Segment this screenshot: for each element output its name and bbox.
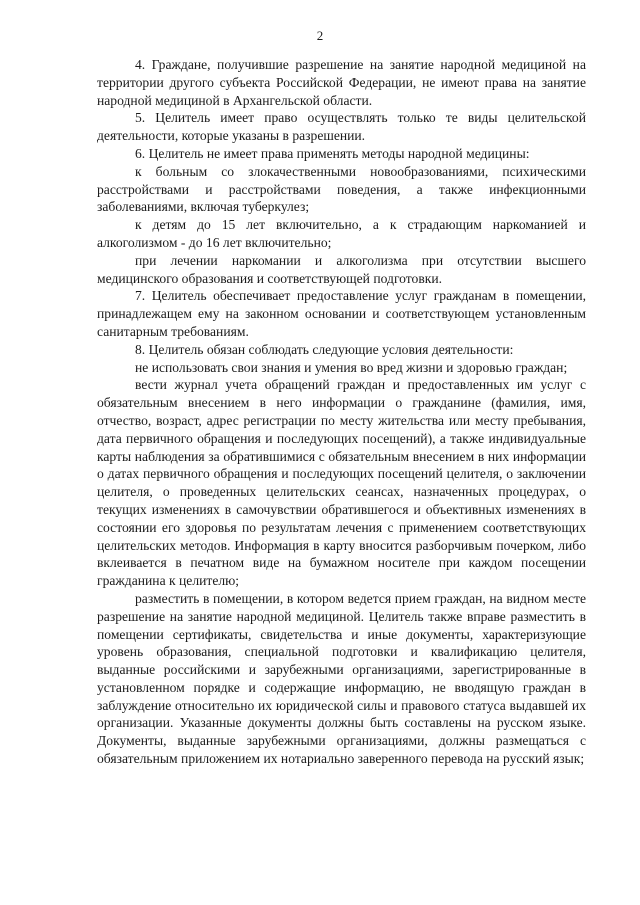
condition-item-journal: вести журнал учета обращений граждан и предоставленных им услуг с обязательным внесением в него информации о гражданине (фамилия, имя, отчество, возраст, адрес регистрации по месту жительства или месту пребывания, дата первичного обращения и последующих посещений), а также индивидуальные карты наблюдения за обратившимися с обязательным внесением в них информации о датах первичного обращения и последующих посещений целителя, о заключении целителя, о проведенных целительских сеансах, назначенных процедурах, о текущих изменениях в самочувствии обратившегося и объективных изменениях в состоянии его здоровья по результатам лечения с применением соответствующих целительских методов. Информация в карту вносится разборчивым почерком, либо вклеивается в печатном виде на бумажном носителе при каждом посещении гражданина к целителю; — [97, 377, 586, 589]
paragraph-5-permitted-activities: 5. Целитель имеет право осуществлять только те виды целительской деятельности, которые указаны в разрешении. — [97, 110, 586, 144]
prohibition-item-addiction: при лечении наркомании и алкоголизма при отсутствии высшего медицинского образования и соответствующей подготовки. — [97, 252, 586, 286]
paragraph-4-foreign-permits: 4. Граждане, получившие разрешение на занятие народной медициной на территории другого субъекта Российской Федерации, не имеют права на занятие народной медициной в Архангельской области. — [97, 57, 586, 108]
page-number: 2 — [316, 28, 324, 43]
paragraph-6-prohibited-methods: 6. Целитель не имеет права применять методы народной медицины: — [135, 145, 530, 161]
document-body — [97, 56, 586, 768]
condition-item-no-harm: не использовать свои знания и умения во вред жизни и здоровью граждан; — [135, 359, 568, 375]
paragraph-8-conditions: 8. Целитель обязан соблюдать следующие условия деятельности: — [135, 341, 514, 357]
condition-item-display-permit: разместить в помещении, в котором ведется прием граждан, на видном месте разрешение на занятие народной медициной. Целитель также вправе разместить в помещении сертификаты, свидетельства и иные документы, характеризующие уровень образования, специальной подготовки и квалификацию целителя, выданные российскими и зарубежными организациями, зарегистрированные в установленном порядке и содержащие информацию, не вводящую граждан в заблуждение относительно их юридической силы и правового статуса выдавшей их организации. Указанные документы должны быть составлены на русском языке. Документы, выданные зарубежными организациями, должны размещаться с обязательным приложением их нотариально заверенного перевода на русский язык; — [97, 590, 586, 767]
prohibition-item-children: к детям до 15 лет включительно, а к страдающим наркоманией и алкоголизмом - до 16 лет включительно; — [97, 217, 586, 250]
paragraph-7-premises: 7. Целитель обеспечивает предоставление услуг гражданам в помещении, принадлежащем ему на законном основании и соответствующем установленным санитарным требованиям. — [97, 288, 586, 339]
prohibition-item-diseases: к больным со злокачественными новообразованиями, психическими расстройствами и расстройствами поведения, а также инфекционными заболеваниями, включая туберкулез; — [97, 163, 586, 215]
